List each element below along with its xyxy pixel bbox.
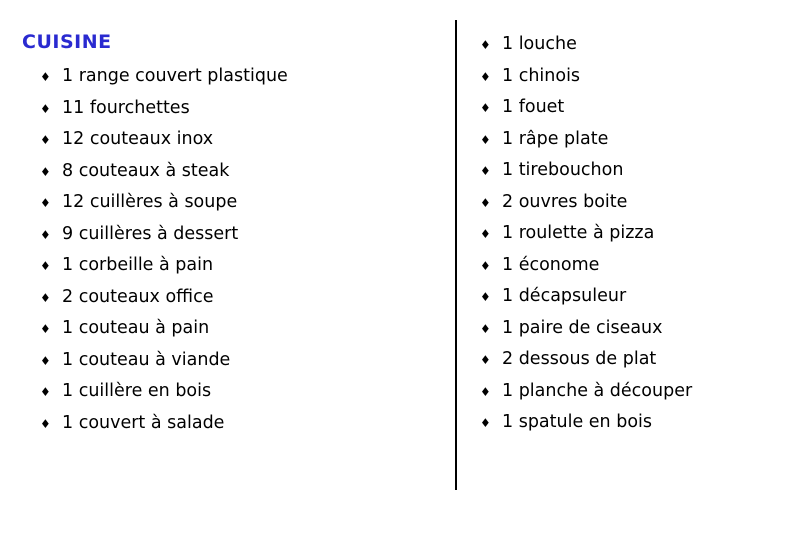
diamond-bullet-icon: ♦ (40, 227, 51, 242)
diamond-bullet-icon: ♦ (40, 259, 51, 273)
list-item (40, 161, 440, 193)
list-item-label: 2 dessous de plat (502, 349, 657, 369)
list-item-label: 1 fouet (502, 97, 565, 117)
diamond-bullet-icon: ♦ (40, 290, 51, 305)
list-item (480, 97, 780, 129)
list-item-label: 1 couvert à salade (62, 412, 225, 433)
diamond-bullet-icon: ♦ (480, 132, 491, 147)
list-item (40, 413, 440, 445)
list-item-label: 1 spatule en bois (502, 412, 653, 432)
list-item-label: 1 chinois (502, 65, 581, 86)
list-item-label: 1 couteau à pain (62, 318, 210, 338)
diamond-bullet-icon: ♦ (480, 384, 491, 399)
list-item (480, 318, 780, 350)
list-item-label: 1 paire de ciseaux (502, 317, 663, 338)
list-item (480, 34, 780, 66)
list-item (40, 287, 440, 319)
list-item (480, 160, 780, 192)
list-item-label: 2 ouvres boite (502, 191, 628, 212)
list-item-label: 1 couteau à viande (62, 349, 231, 370)
diamond-bullet-icon: ♦ (480, 416, 491, 430)
list-item (480, 349, 780, 381)
list-item-label: 1 louche (502, 34, 577, 54)
column-divider (455, 20, 457, 490)
list-item (40, 98, 440, 130)
kitchen-items-left-list (40, 66, 440, 444)
kitchen-items-right-list (480, 34, 780, 444)
list-item (480, 412, 780, 444)
list-item-label: 1 tirebouchon (502, 160, 624, 180)
list-item (40, 350, 440, 382)
list-item-label: 2 couteaux office (62, 286, 214, 307)
diamond-bullet-icon: ♦ (480, 101, 491, 115)
diamond-bullet-icon: ♦ (40, 164, 51, 179)
diamond-bullet-icon: ♦ (40, 353, 51, 368)
list-item-label: 9 cuillères à dessert (62, 223, 239, 244)
list-item-label: 1 planche à découper (502, 380, 693, 401)
list-item-label: 12 couteaux inox (62, 129, 214, 149)
list-item (480, 66, 780, 98)
page-title: CUISINE (22, 31, 112, 53)
list-item-label: 1 économe (502, 254, 600, 275)
list-item (40, 381, 440, 413)
diamond-bullet-icon: ♦ (480, 69, 491, 84)
list-item (480, 255, 780, 287)
list-item (40, 318, 440, 350)
list-item (480, 192, 780, 224)
diamond-bullet-icon: ♦ (40, 101, 51, 116)
list-item (480, 286, 780, 318)
list-item-label: 11 fourchettes (62, 97, 190, 118)
diamond-bullet-icon: ♦ (40, 416, 51, 431)
diamond-bullet-icon: ♦ (480, 290, 491, 304)
diamond-bullet-icon: ♦ (480, 38, 491, 52)
diamond-bullet-icon: ♦ (40, 322, 51, 336)
list-item-label: 1 râpe plate (502, 128, 609, 149)
list-item-label: 12 cuillères à soupe (62, 192, 238, 212)
diamond-bullet-icon: ♦ (480, 353, 491, 367)
diamond-bullet-icon: ♦ (480, 164, 491, 178)
list-item-label: 1 décapsuleur (502, 286, 627, 306)
list-item (40, 129, 440, 161)
diamond-bullet-icon: ♦ (480, 321, 491, 336)
diamond-bullet-icon: ♦ (480, 258, 491, 273)
list-item-label: 1 cuillère en bois (62, 381, 212, 401)
list-item (480, 381, 780, 413)
list-item-label: 1 corbeille à pain (62, 255, 214, 275)
diamond-bullet-icon: ♦ (40, 196, 51, 210)
diamond-bullet-icon: ♦ (40, 385, 51, 399)
list-item (40, 66, 440, 98)
list-item (40, 255, 440, 287)
diamond-bullet-icon: ♦ (480, 227, 491, 241)
list-item (40, 192, 440, 224)
diamond-bullet-icon: ♦ (40, 133, 51, 147)
list-item-label: 8 couteaux à steak (62, 160, 230, 181)
diamond-bullet-icon: ♦ (480, 195, 491, 210)
list-item (480, 129, 780, 161)
list-item-label: 1 roulette à pizza (502, 223, 655, 243)
list-item (40, 224, 440, 256)
list-item-label: 1 range couvert plastique (62, 66, 288, 86)
list-item (480, 223, 780, 255)
diamond-bullet-icon: ♦ (40, 70, 51, 84)
